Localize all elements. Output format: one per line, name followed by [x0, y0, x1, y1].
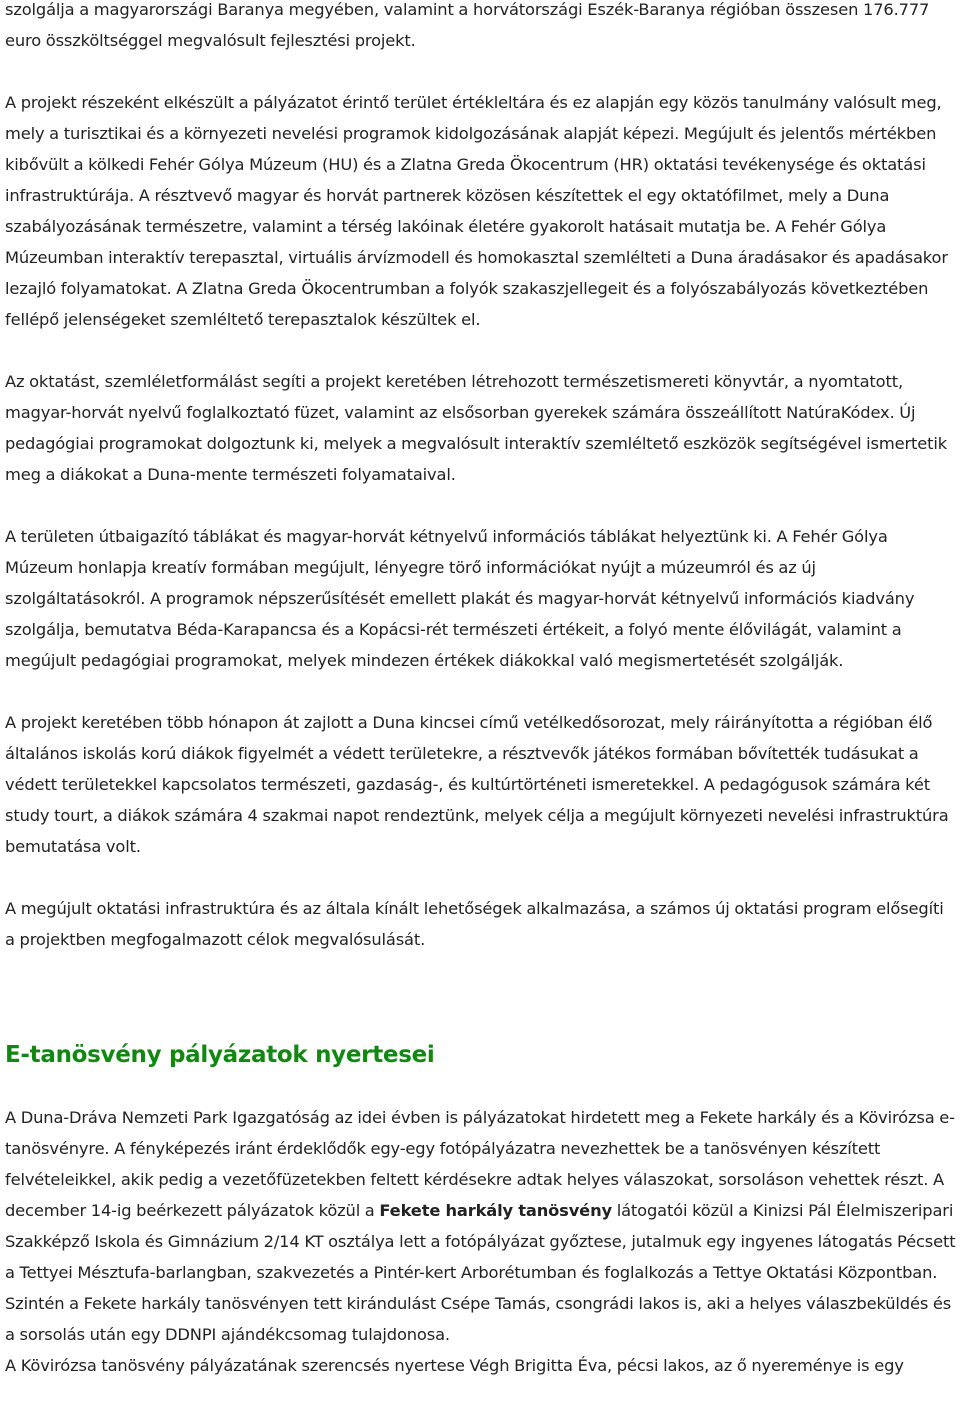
paragraph-text-before: A Duna-Dráva Nemzeti Park Igazgatóság az idei évben is pályázatokat hirdetett meg a Fekete harkály és a Kövirózsa e-tanösvényre. A fényképezés iránt érdeklődők egy-egy fotópályázatra nevezhettek be a tanösvényen készített felvételeikkel, akik pedig a vezetőfüzetekben feltett kérdésekre adtak helyes válaszokat, sorsoláson vehettek részt. A december 14-ig beérkezett pályázatok közül a [5, 1108, 955, 1220]
paragraph-kovirozsa-winner: A Kövirózsa tanösvény pályázatának szerencsés nyertese Végh Brigitta Éva, pécsi lakos, az ő nyereménye is egy [5, 1356, 904, 1375]
paragraph-project-results: A projekt részeként elkészült a pályázatot érintő terület értékleltára és ez alapján egy közös tanulmány valósult meg, mely a turisztikai és a környezeti nevelési programok kidolgozásának alapját képezi. Megújult és jelentős mértékben kibővült a kölkedi Fehér Gólya Múzeum (HU) és a Zlatna Greda Ökocentrum (HR) oktatási tevékenysége és oktatási infrastruktúrája. A résztvevő magyar és horvát partnerek közösen készítettek el egy oktatófilmet, mely a Duna szabályozásának természetre, valamint a térség lakóinak életére gyakorolt hatásait mutatja be. A Fehér Gólya Múzeumban interaktív terepasztal, virtuális árvízmodell és homokasztal szemlélteti a Duna áradásakor és apadásakor lezajló folyamatokat. A Zlatna Greda Ökocentrumban a folyók szakaszjellegeit és a folyószabályozás következtében fellépő jelenségeket szemléltető terepasztalok készültek el. [5, 93, 948, 329]
section-heading: E-tanösvény pályázatok nyertesei [5, 1042, 435, 1068]
bold-trail-name: Fekete harkály tanösvény [379, 1201, 612, 1220]
paragraph-conclusion: A megújult oktatási infrastruktúra és az általa kínált lehetőségek alkalmazása, a számos új oktatási program elősegíti a projektben megfogalmazott célok megvalósulását. [5, 899, 944, 949]
paragraph-e-trail-winners [5, 1102, 958, 1350]
paragraph-intro-continuation: szolgálja a magyarországi Baranya megyében, valamint a horvátországi Eszék-Baranya régióban összesen 176.777 euro összköltséggel megvalósult fejlesztési projekt. [5, 0, 930, 50]
paragraph-competition: A projekt keretében több hónapon át zajlott a Duna kincsei című vetélkedősorozat, mely ráirányította a régióban élő általános iskolás korú diákok figyelmét a védett területekre, a résztvevők játékos formában bővítették tudásukat a védett területekkel kapcsolatos természeti, gazdaság-, és kultúrtörténeti ismeretekkel. A pedagógusok számára két study tourt, a diákok számára 4 szakmai napot rendeztünk, melyek célja a megújult környezeti nevelési infrastruktúra bemutatása volt. [5, 713, 949, 856]
document-page [5, 0, 958, 1381]
paragraph-education: Az oktatást, szemléletformálást segíti a projekt keretében létrehozott természetismereti könyvtár, a nyomtatott, magyar-horvát nyelvű foglalkoztató füzet, valamint az elsősorban gyerekek számára összeállított NatúraKódex. Új pedagógiai programokat dolgoztunk ki, melyek a megvalósult interaktív szemléltető eszközök segítségével ismertetik meg a diákokat a Duna-mente természeti folyamataival. [5, 372, 947, 484]
paragraph-text-after: látogatói közül a Kinizsi Pál Élelmiszeripari Szakképző Iskola és Gimnázium 2/14 KT osztálya lett a fotópályázat győztese, jutalmuk egy ingyenes látogatás Pécsett a Tettyei Mésztufa-barlangban, szakvezetés a Pintér-kert Arborétumban és foglalkozás a Tettye Oktatási Központban. Szintén a Fekete harkály tanösvényen tett kirándulást Csépe Tamás, csongrádi lakos is, aki a helyes válaszbeküldés és a sorsolás után egy DDNPI ajándékcsomag tulajdonosa. [5, 1201, 956, 1344]
paragraph-signage: A területen útbaigazító táblákat és magyar-horvát kétnyelvű információs táblákat helyeztünk ki. A Fehér Gólya Múzeum honlapja kreatív formában megújult, lényegre törő információkat nyújt a múzeumról és az új szolgáltatásokról. A programok népszerűsítését emellett plakát és magyar-horvát kétnyelvű információs kiadvány szolgálja, bemutatva Béda-Karapancsa és a Kopácsi-rét természeti értékeit, a folyó mente élővilágát, valamint a megújult pedagógiai programokat, melyek mindezen értékek diákokkal való megismertetését szolgálják. [5, 527, 915, 670]
